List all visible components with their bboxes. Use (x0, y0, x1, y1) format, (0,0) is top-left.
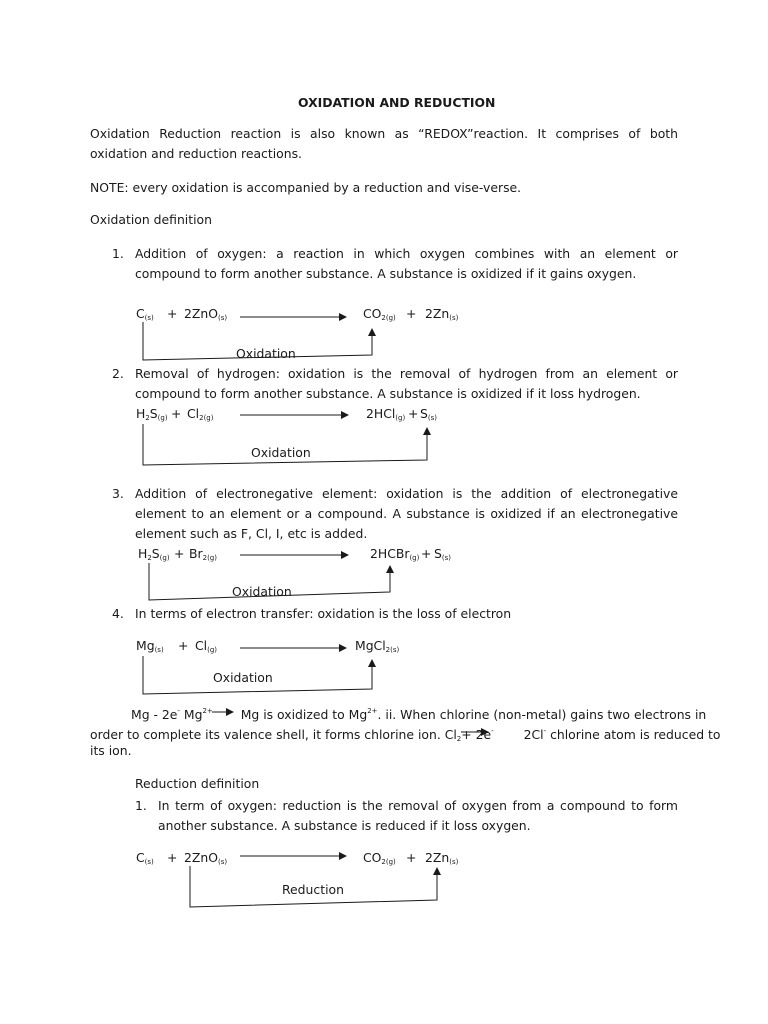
mg-text-line-1: Mg - 2e- $Mg^{2+}$ Mg is oxidized to $Mg^{2+}$. ii. When chlorine (non-metal) gains two electrons in (131, 707, 707, 722)
equation-2-connector (143, 424, 427, 465)
equation-1-plus: + (167, 306, 178, 321)
item-number: 1. (135, 798, 147, 813)
equation-5-label: Reduction (282, 882, 344, 897)
equation-2-plus-2: + (408, 406, 419, 421)
equation-2-product-1: 2HCl(g) (366, 406, 406, 422)
equation-4-label: Oxidation (213, 670, 273, 685)
equation-1-product-2: 2Zn(s) (425, 306, 459, 322)
equation-2-label: Oxidation (251, 445, 311, 460)
equation-3-label: Oxidation (232, 584, 292, 599)
equation-5-product-2: 2Zn(s) (425, 850, 459, 866)
equation-5-reactant-2: 2ZnO(s) (184, 850, 228, 866)
equation-5-plus-2: + (406, 850, 417, 865)
equation-3-plus-2: + (421, 546, 432, 561)
equation-4-plus: + (178, 638, 189, 653)
item-number: 3. (112, 486, 124, 501)
equation-3-product-1: 2HCBr(g) (370, 546, 420, 562)
equation-1-reactant-1: C(s) (136, 306, 154, 322)
equation-1-plus-2: + (406, 306, 417, 321)
equation-5-connector (190, 866, 437, 907)
page-title: OXIDATION AND REDUCTION (298, 95, 496, 110)
mg-text-line-2: order to complete its valence shell, it forms chlorine ion. $Cl_2+ 2e^-$ 2Cl- chlorine atom is reduced to (90, 727, 721, 743)
item-number: 2. (112, 366, 124, 381)
mg-text-line-3: its ion. (90, 743, 132, 758)
equation-5-reactant-1: C(s) (136, 850, 154, 866)
equation-1-connector (143, 322, 372, 360)
item-text: In terms of electron transfer: oxidation is the loss of electron (135, 606, 512, 621)
equation-2-plus: + (171, 406, 182, 421)
equation-4-product-1: MgCl2(s) (355, 638, 400, 654)
equation-1-product-1: CO2(g) (363, 306, 396, 322)
equation-3-plus: + (174, 546, 185, 561)
oxidation-heading: Oxidation definition (90, 212, 212, 227)
equation-4-reactant-1: Mg(s) (136, 638, 164, 654)
note-paragraph: NOTE: every oxidation is accompanied by a reduction and vise-verse. (90, 180, 522, 195)
equation-5-product-1: CO2(g) (363, 850, 396, 866)
reduction-heading: Reduction definition (135, 776, 260, 791)
item-text: Addition of oxygen: a reaction in which oxygen combines with an element or compound to form another substance. A substance is oxidized if it gains oxygen. (135, 246, 678, 281)
item-text: In term of oxygen: reduction is the removal of oxygen from a compound to form another substance. A substance is reduced if it loss oxygen. (158, 798, 678, 833)
item-number: 4. (112, 606, 124, 621)
equation-1-reactant-2: 2ZnO(s) (184, 306, 228, 322)
equation-3-product-2: S(s) (434, 546, 451, 562)
item-number: 1. (112, 246, 124, 261)
equation-4-reactant-2: Cl(g) (195, 638, 218, 654)
equation-4-connector (143, 656, 372, 694)
equation-3-reactant-2: Br2(g) (189, 546, 217, 562)
equation-3-connector (149, 563, 390, 600)
equation-2-reactant-1: H2S(g) (136, 406, 168, 422)
equation-5-plus: + (167, 850, 178, 865)
item-text: Removal of hydrogen: oxidation is the removal of hydrogen from an element or compound to form another substance. A substance is oxidized if it loss hydrogen. (135, 366, 678, 401)
equation-1-label: Oxidation (236, 346, 296, 361)
intro-paragraph: Oxidation Reduction reaction is also known as “REDOX”reaction. It comprises of both oxidation and reduction reactions. (90, 126, 678, 161)
equation-3-reactant-1: H2S(g) (138, 546, 170, 562)
equation-2-reactant-2: Cl2(g) (187, 406, 214, 422)
equation-2-product-2: S(s) (420, 406, 437, 422)
item-text: Addition of electronegative element: oxidation is the addition of electronegative element to an element or a compound. A substance is oxidized if an electronegative element such as F, Cl, I, etc is added. (135, 486, 678, 541)
